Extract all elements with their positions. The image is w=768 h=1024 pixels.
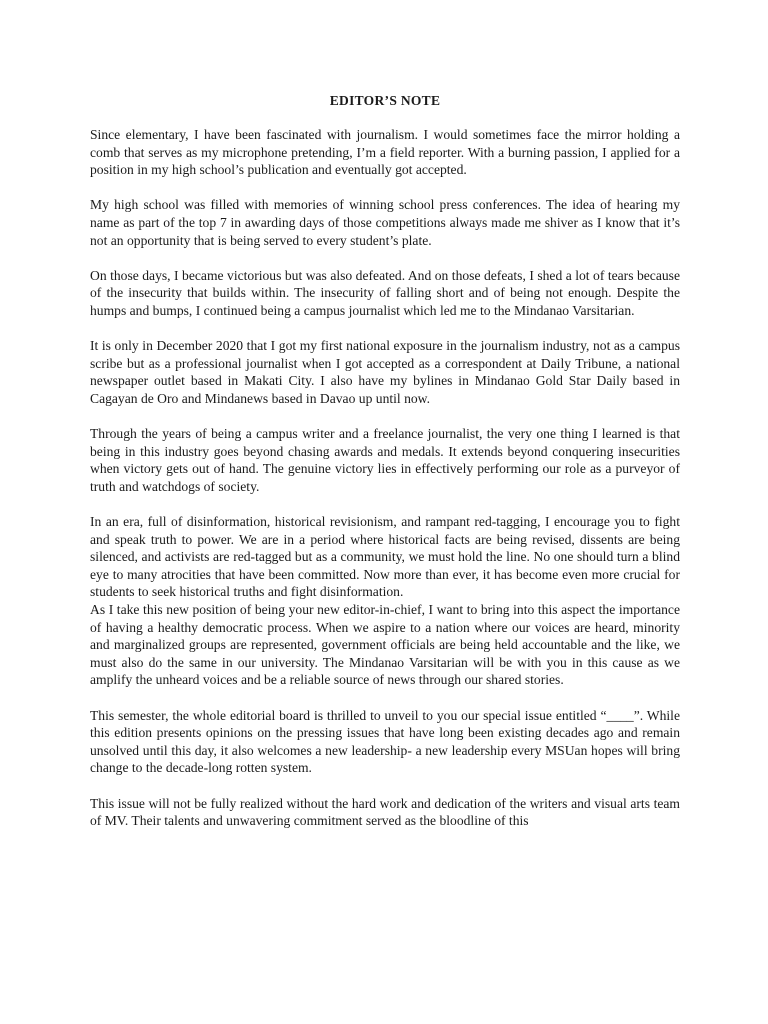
paragraph-3: On those days, I became victorious but was also defeated. And on those defeats, I shed a lot of tears because of the insecurity that builds within. The insecurity of falling short and of being not enough. Despite the humps and bumps, I continued being a campus journalist which led me to the Mindanao Varsitarian. (90, 267, 680, 318)
paragraph-9: This issue will not be fully realized without the hard work and dedication of the writers and visual arts team of MV. Their talents and unwavering commitment served as the bloodline of this (90, 795, 680, 829)
paragraph-2: My high school was filled with memories of winning school press conferences. The idea of hearing my name as part of the top 7 in awarding days of those competitions always made me shiver as I know that it’s not an opportunity that is being served to every student’s plate. (90, 197, 680, 248)
paragraph-7: As I take this new position of being your new editor-in-chief, I want to bring into this aspect the importance of having a healthy democratic process. When we aspire to a nation where our voices are heard, minority and marginalized groups are represented, government officials are being held accountable and the like, we must also do the same in our university. The Mindanao Varsitarian will be with you in this cause as we amplify the unheard voices and be a reliable source of news through our shared stories. (90, 602, 680, 688)
paragraph-1: Since elementary, I have been fascinated with journalism. I would sometimes face the mirror holding a comb that serves as my microphone pretending, I’m a field reporter. With a burning passion, I applied for a position in my high school’s publication and eventually got accepted. (90, 127, 680, 178)
paragraph-4: It is only in December 2020 that I got my first national exposure in the journalism industry, not as a campus scribe but as a professional journalist when I got accepted as a correspondent at Daily Tribune, a national newspaper outlet based in Makati City. I also have my bylines in Mindanao Gold Star Daily based in Cagayan de Oro and Mindanews based in Davao up until now. (90, 338, 680, 406)
document-page (90, 93, 680, 830)
document-title: EDITOR’S NOTE (329, 93, 441, 108)
paragraph-6: In an era, full of disinformation, historical revisionism, and rampant red-tagging, I encourage you to fight and speak truth to power. We are in a period where historical facts are being revised, dissents are being silenced, and activists are red-tagged but as a community, we must hold the line. No one should turn a blind eye to many atrocities that have been committed. Now more than ever, it has become even more crucial for students to seek historical truths and fight disinformation. (90, 514, 680, 600)
paragraph-5: Through the years of being a campus writer and a freelance journalist, the very one thing I learned is that being in this industry goes beyond chasing awards and medals. It extends beyond conquering insecurities when victory gets out of hand. The genuine victory lies in effectively performing our role as a purveyor of truth and watchdogs of society. (90, 426, 680, 494)
paragraph-8: This semester, the whole editorial board is thrilled to unveil to you our special issue entitled “____”. While this edition presents opinions on the pressing issues that have long been existing decades ago and remain unsolved until this day, it also welcomes a new leadership- a new leadership every MSUan hopes will bring change to the decade-long rotten system. (90, 707, 680, 776)
